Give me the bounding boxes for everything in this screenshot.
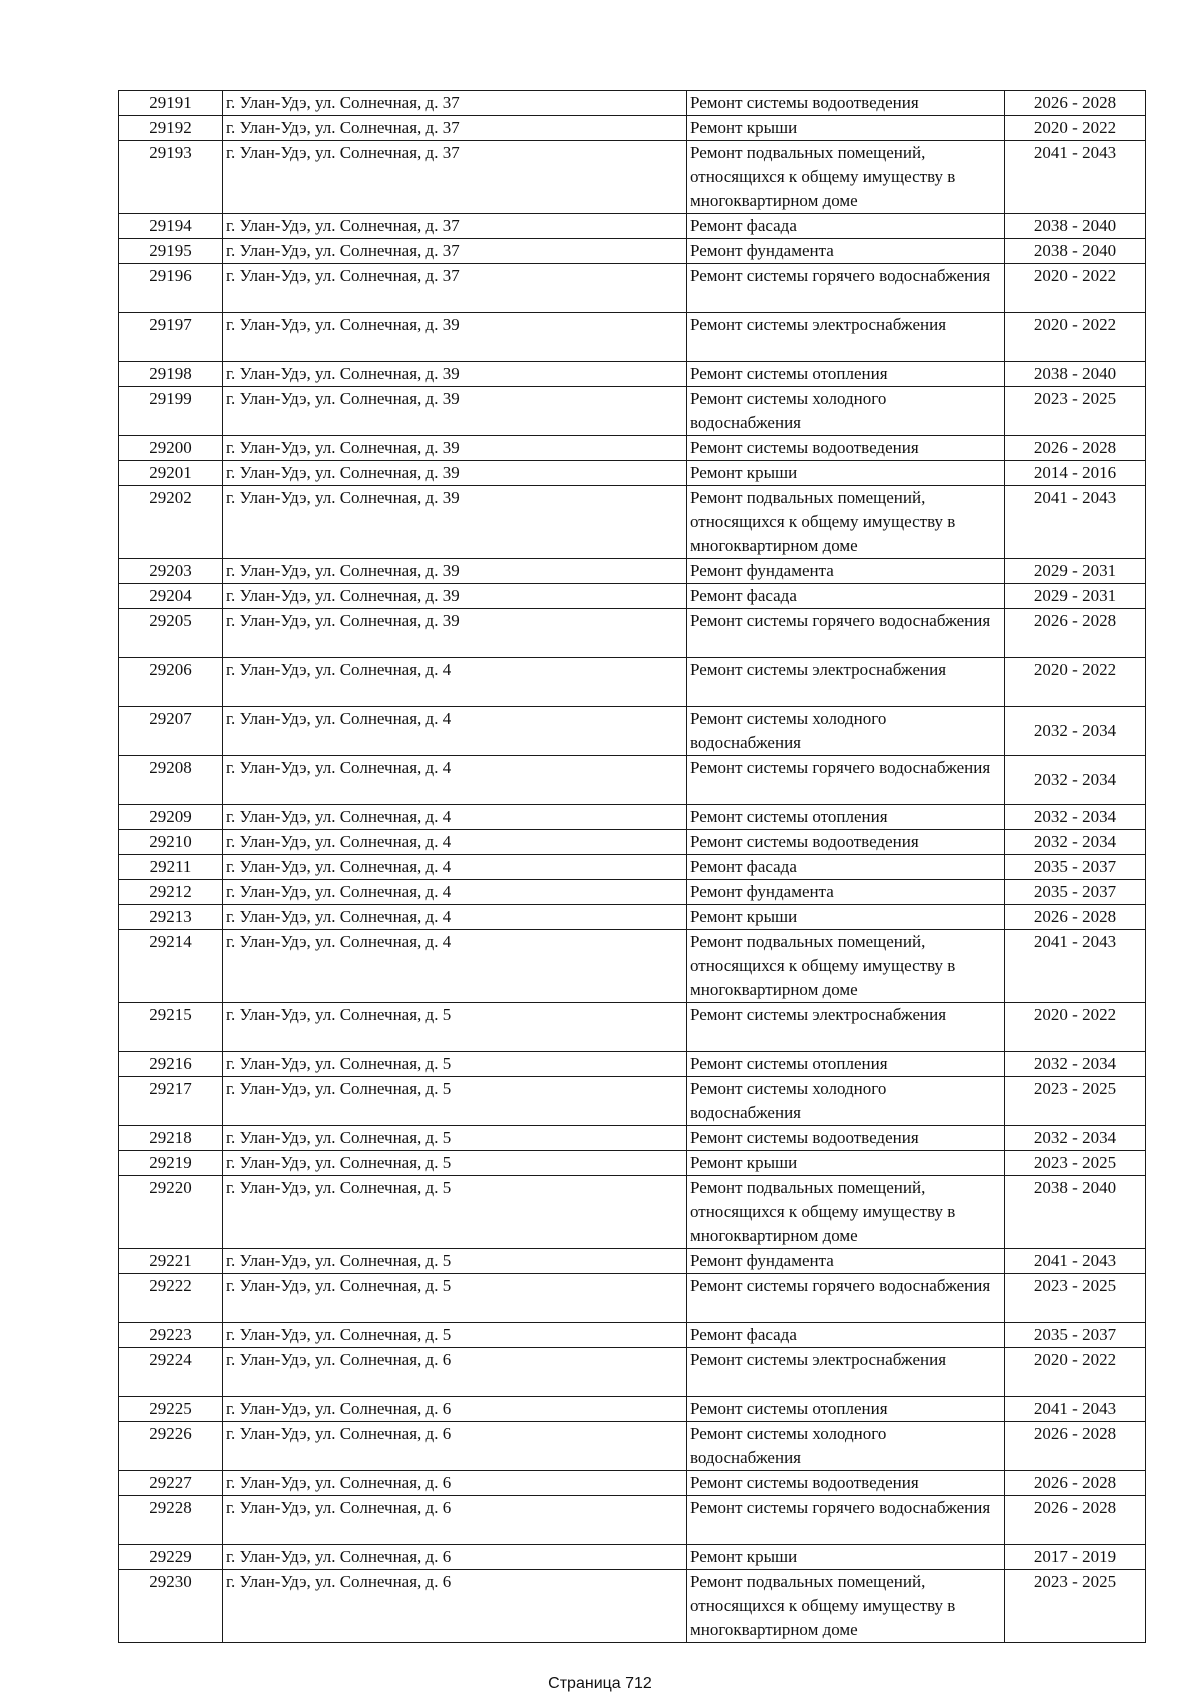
work-type-cell: Ремонт подвальных помещений, относящихся к общему имуществу в многоквартирном доме: [687, 1570, 1005, 1643]
table-row: [119, 1249, 1146, 1274]
address-cell: г. Улан-Удэ, ул. Солнечная, д. 39: [223, 486, 687, 559]
work-type-cell: Ремонт системы электроснабжения: [687, 1003, 1005, 1052]
address-cell: г. Улан-Удэ, ул. Солнечная, д. 6: [223, 1496, 687, 1545]
table-row: [119, 609, 1146, 658]
table-row: [119, 584, 1146, 609]
years-cell: 2041 - 2043: [1005, 1397, 1146, 1422]
address-cell: г. Улан-Удэ, ул. Солнечная, д. 5: [223, 1126, 687, 1151]
years-cell: 2032 - 2034: [1005, 1126, 1146, 1151]
work-type-cell: Ремонт системы водоотведения: [687, 1471, 1005, 1496]
years-cell: 2041 - 2043: [1005, 930, 1146, 1003]
work-type-cell: Ремонт системы отопления: [687, 1397, 1005, 1422]
table-row: [119, 1496, 1146, 1545]
table-row: [119, 658, 1146, 707]
work-type-cell: Ремонт системы горячего водоснабжения: [687, 1496, 1005, 1545]
address-cell: г. Улан-Удэ, ул. Солнечная, д. 5: [223, 1274, 687, 1323]
table-row: [119, 264, 1146, 313]
row-number-cell: 29210: [119, 830, 223, 855]
row-number-cell: 29221: [119, 1249, 223, 1274]
years-cell: 2038 - 2040: [1005, 362, 1146, 387]
row-number-cell: 29220: [119, 1176, 223, 1249]
row-number-cell: 29229: [119, 1545, 223, 1570]
table-row: [119, 855, 1146, 880]
work-type-cell: Ремонт крыши: [687, 1151, 1005, 1176]
address-cell: г. Улан-Удэ, ул. Солнечная, д. 5: [223, 1249, 687, 1274]
row-number-cell: 29227: [119, 1471, 223, 1496]
table-row: [119, 1348, 1146, 1397]
table-row: [119, 1176, 1146, 1249]
address-cell: г. Улан-Удэ, ул. Солнечная, д. 5: [223, 1151, 687, 1176]
row-number-cell: 29218: [119, 1126, 223, 1151]
repair-schedule-table: [118, 90, 1146, 1643]
work-type-cell: Ремонт системы горячего водоснабжения: [687, 264, 1005, 313]
table-row: [119, 141, 1146, 214]
address-cell: г. Улан-Удэ, ул. Солнечная, д. 37: [223, 141, 687, 214]
years-cell: 2020 - 2022: [1005, 1003, 1146, 1052]
row-number-cell: 29217: [119, 1077, 223, 1126]
table-row: [119, 313, 1146, 362]
years-cell: 2014 - 2016: [1005, 461, 1146, 486]
work-type-cell: Ремонт подвальных помещений, относящихся к общему имуществу в многоквартирном доме: [687, 141, 1005, 214]
address-cell: г. Улан-Удэ, ул. Солнечная, д. 39: [223, 584, 687, 609]
years-cell: 2041 - 2043: [1005, 486, 1146, 559]
address-cell: г. Улан-Удэ, ул. Солнечная, д. 37: [223, 116, 687, 141]
address-cell: г. Улан-Удэ, ул. Солнечная, д. 39: [223, 559, 687, 584]
address-cell: г. Улан-Удэ, ул. Солнечная, д. 6: [223, 1545, 687, 1570]
work-type-cell: Ремонт системы горячего водоснабжения: [687, 1274, 1005, 1323]
years-cell: 2023 - 2025: [1005, 1077, 1146, 1126]
address-cell: г. Улан-Удэ, ул. Солнечная, д. 37: [223, 264, 687, 313]
row-number-cell: 29192: [119, 116, 223, 141]
work-type-cell: Ремонт системы электроснабжения: [687, 658, 1005, 707]
years-cell: 2029 - 2031: [1005, 559, 1146, 584]
work-type-cell: Ремонт системы водоотведения: [687, 830, 1005, 855]
address-cell: г. Улан-Удэ, ул. Солнечная, д. 37: [223, 214, 687, 239]
address-cell: г. Улан-Удэ, ул. Солнечная, д. 4: [223, 830, 687, 855]
row-number-cell: 29198: [119, 362, 223, 387]
row-number-cell: 29195: [119, 239, 223, 264]
address-cell: г. Улан-Удэ, ул. Солнечная, д. 6: [223, 1348, 687, 1397]
table-row: [119, 805, 1146, 830]
row-number-cell: 29196: [119, 264, 223, 313]
years-cell: 2020 - 2022: [1005, 658, 1146, 707]
years-cell: 2035 - 2037: [1005, 1323, 1146, 1348]
years-cell: 2020 - 2022: [1005, 1348, 1146, 1397]
years-cell: 2026 - 2028: [1005, 436, 1146, 461]
table-row: [119, 1151, 1146, 1176]
row-number-cell: 29197: [119, 313, 223, 362]
address-cell: г. Улан-Удэ, ул. Солнечная, д. 4: [223, 805, 687, 830]
work-type-cell: Ремонт системы горячего водоснабжения: [687, 756, 1005, 805]
years-cell: 2029 - 2031: [1005, 584, 1146, 609]
address-cell: г. Улан-Удэ, ул. Солнечная, д. 5: [223, 1003, 687, 1052]
table-row: [119, 707, 1146, 756]
work-type-cell: Ремонт крыши: [687, 461, 1005, 486]
work-type-cell: Ремонт фундамента: [687, 559, 1005, 584]
row-number-cell: 29213: [119, 905, 223, 930]
table-row: [119, 1545, 1146, 1570]
row-number-cell: 29200: [119, 436, 223, 461]
row-number-cell: 29215: [119, 1003, 223, 1052]
work-type-cell: Ремонт системы холодного водоснабжения: [687, 387, 1005, 436]
work-type-cell: Ремонт системы водоотведения: [687, 1126, 1005, 1151]
years-cell: 2026 - 2028: [1005, 1496, 1146, 1545]
table-row: [119, 559, 1146, 584]
address-cell: г. Улан-Удэ, ул. Солнечная, д. 4: [223, 658, 687, 707]
years-cell: 2026 - 2028: [1005, 1471, 1146, 1496]
table-row: [119, 1052, 1146, 1077]
row-number-cell: 29202: [119, 486, 223, 559]
address-cell: г. Улан-Удэ, ул. Солнечная, д. 4: [223, 930, 687, 1003]
years-cell: 2017 - 2019: [1005, 1545, 1146, 1570]
address-cell: г. Улан-Удэ, ул. Солнечная, д. 6: [223, 1471, 687, 1496]
table-row: [119, 1003, 1146, 1052]
address-cell: г. Улан-Удэ, ул. Солнечная, д. 6: [223, 1422, 687, 1471]
work-type-cell: Ремонт системы холодного водоснабжения: [687, 1422, 1005, 1471]
years-cell: 2038 - 2040: [1005, 1176, 1146, 1249]
row-number-cell: 29212: [119, 880, 223, 905]
work-type-cell: Ремонт системы отопления: [687, 805, 1005, 830]
work-type-cell: Ремонт системы электроснабжения: [687, 1348, 1005, 1397]
years-cell: 2032 - 2034: [1005, 756, 1146, 805]
table-row: [119, 387, 1146, 436]
row-number-cell: 29204: [119, 584, 223, 609]
work-type-cell: Ремонт системы холодного водоснабжения: [687, 1077, 1005, 1126]
work-type-cell: Ремонт подвальных помещений, относящихся к общему имуществу в многоквартирном доме: [687, 486, 1005, 559]
table-row: [119, 1077, 1146, 1126]
work-type-cell: Ремонт подвальных помещений, относящихся к общему имуществу в многоквартирном доме: [687, 1176, 1005, 1249]
table-row: [119, 880, 1146, 905]
table-row: [119, 930, 1146, 1003]
row-number-cell: 29203: [119, 559, 223, 584]
address-cell: г. Улан-Удэ, ул. Солнечная, д. 39: [223, 609, 687, 658]
row-number-cell: 29206: [119, 658, 223, 707]
work-type-cell: Ремонт системы холодного водоснабжения: [687, 707, 1005, 756]
row-number-cell: 29199: [119, 387, 223, 436]
address-cell: г. Улан-Удэ, ул. Солнечная, д. 39: [223, 436, 687, 461]
address-cell: г. Улан-Удэ, ул. Солнечная, д. 5: [223, 1052, 687, 1077]
row-number-cell: 29201: [119, 461, 223, 486]
address-cell: г. Улан-Удэ, ул. Солнечная, д. 39: [223, 387, 687, 436]
address-cell: г. Улан-Удэ, ул. Солнечная, д. 39: [223, 313, 687, 362]
address-cell: г. Улан-Удэ, ул. Солнечная, д. 39: [223, 461, 687, 486]
years-cell: 2032 - 2034: [1005, 805, 1146, 830]
address-cell: г. Улан-Удэ, ул. Солнечная, д. 5: [223, 1323, 687, 1348]
row-number-cell: 29222: [119, 1274, 223, 1323]
work-type-cell: Ремонт подвальных помещений, относящихся к общему имуществу в многоквартирном доме: [687, 930, 1005, 1003]
years-cell: 2026 - 2028: [1005, 1422, 1146, 1471]
years-cell: 2023 - 2025: [1005, 1274, 1146, 1323]
document-sheet: [118, 90, 1145, 1643]
address-cell: г. Улан-Удэ, ул. Солнечная, д. 4: [223, 707, 687, 756]
table-row: [119, 461, 1146, 486]
row-number-cell: 29214: [119, 930, 223, 1003]
address-cell: г. Улан-Удэ, ул. Солнечная, д. 5: [223, 1077, 687, 1126]
table-row: [119, 830, 1146, 855]
table-row: [119, 239, 1146, 264]
work-type-cell: Ремонт системы отопления: [687, 362, 1005, 387]
address-cell: г. Улан-Удэ, ул. Солнечная, д. 4: [223, 855, 687, 880]
row-number-cell: 29230: [119, 1570, 223, 1643]
work-type-cell: Ремонт крыши: [687, 905, 1005, 930]
table-body: [119, 91, 1146, 1643]
page-footer: [0, 1675, 1200, 1693]
table-row: [119, 436, 1146, 461]
page-number-label: Страница 712: [548, 1675, 652, 1692]
work-type-cell: Ремонт системы горячего водоснабжения: [687, 609, 1005, 658]
years-cell: 2020 - 2022: [1005, 264, 1146, 313]
work-type-cell: Ремонт системы водоотведения: [687, 91, 1005, 116]
years-cell: 2023 - 2025: [1005, 1151, 1146, 1176]
row-number-cell: 29228: [119, 1496, 223, 1545]
table-row: [119, 91, 1146, 116]
address-cell: г. Улан-Удэ, ул. Солнечная, д. 4: [223, 880, 687, 905]
row-number-cell: 29209: [119, 805, 223, 830]
table-row: [119, 116, 1146, 141]
row-number-cell: 29191: [119, 91, 223, 116]
years-cell: 2026 - 2028: [1005, 91, 1146, 116]
years-cell: 2041 - 2043: [1005, 141, 1146, 214]
row-number-cell: 29207: [119, 707, 223, 756]
years-cell: 2035 - 2037: [1005, 855, 1146, 880]
table-row: [119, 1397, 1146, 1422]
address-cell: г. Улан-Удэ, ул. Солнечная, д. 37: [223, 239, 687, 264]
work-type-cell: Ремонт фундамента: [687, 880, 1005, 905]
years-cell: 2038 - 2040: [1005, 239, 1146, 264]
years-cell: 2023 - 2025: [1005, 1570, 1146, 1643]
work-type-cell: Ремонт фундамента: [687, 1249, 1005, 1274]
row-number-cell: 29208: [119, 756, 223, 805]
table-row: [119, 1422, 1146, 1471]
address-cell: г. Улан-Удэ, ул. Солнечная, д. 4: [223, 905, 687, 930]
table-row: [119, 362, 1146, 387]
address-cell: г. Улан-Удэ, ул. Солнечная, д. 6: [223, 1397, 687, 1422]
address-cell: г. Улан-Удэ, ул. Солнечная, д. 6: [223, 1570, 687, 1643]
work-type-cell: Ремонт фасада: [687, 1323, 1005, 1348]
row-number-cell: 29219: [119, 1151, 223, 1176]
work-type-cell: Ремонт фасада: [687, 584, 1005, 609]
row-number-cell: 29225: [119, 1397, 223, 1422]
table-row: [119, 1126, 1146, 1151]
table-row: [119, 1570, 1146, 1643]
address-cell: г. Улан-Удэ, ул. Солнечная, д. 5: [223, 1176, 687, 1249]
table-row: [119, 1323, 1146, 1348]
row-number-cell: 29216: [119, 1052, 223, 1077]
work-type-cell: Ремонт системы отопления: [687, 1052, 1005, 1077]
years-cell: 2023 - 2025: [1005, 387, 1146, 436]
address-cell: г. Улан-Удэ, ул. Солнечная, д. 39: [223, 362, 687, 387]
years-cell: 2026 - 2028: [1005, 905, 1146, 930]
row-number-cell: 29226: [119, 1422, 223, 1471]
row-number-cell: 29211: [119, 855, 223, 880]
work-type-cell: Ремонт крыши: [687, 116, 1005, 141]
years-cell: 2032 - 2034: [1005, 707, 1146, 756]
table-row: [119, 756, 1146, 805]
years-cell: 2038 - 2040: [1005, 214, 1146, 239]
address-cell: г. Улан-Удэ, ул. Солнечная, д. 37: [223, 91, 687, 116]
work-type-cell: Ремонт крыши: [687, 1545, 1005, 1570]
work-type-cell: Ремонт фундамента: [687, 239, 1005, 264]
years-cell: 2041 - 2043: [1005, 1249, 1146, 1274]
work-type-cell: Ремонт системы электроснабжения: [687, 313, 1005, 362]
table-row: [119, 1471, 1146, 1496]
row-number-cell: 29194: [119, 214, 223, 239]
years-cell: 2032 - 2034: [1005, 1052, 1146, 1077]
years-cell: 2035 - 2037: [1005, 880, 1146, 905]
years-cell: 2020 - 2022: [1005, 116, 1146, 141]
years-cell: 2020 - 2022: [1005, 313, 1146, 362]
years-cell: 2026 - 2028: [1005, 609, 1146, 658]
row-number-cell: 29193: [119, 141, 223, 214]
work-type-cell: Ремонт фасада: [687, 855, 1005, 880]
table-row: [119, 1274, 1146, 1323]
years-cell: 2032 - 2034: [1005, 830, 1146, 855]
address-cell: г. Улан-Удэ, ул. Солнечная, д. 4: [223, 756, 687, 805]
table-row: [119, 214, 1146, 239]
row-number-cell: 29224: [119, 1348, 223, 1397]
work-type-cell: Ремонт системы водоотведения: [687, 436, 1005, 461]
row-number-cell: 29223: [119, 1323, 223, 1348]
work-type-cell: Ремонт фасада: [687, 214, 1005, 239]
row-number-cell: 29205: [119, 609, 223, 658]
table-row: [119, 905, 1146, 930]
table-row: [119, 486, 1146, 559]
